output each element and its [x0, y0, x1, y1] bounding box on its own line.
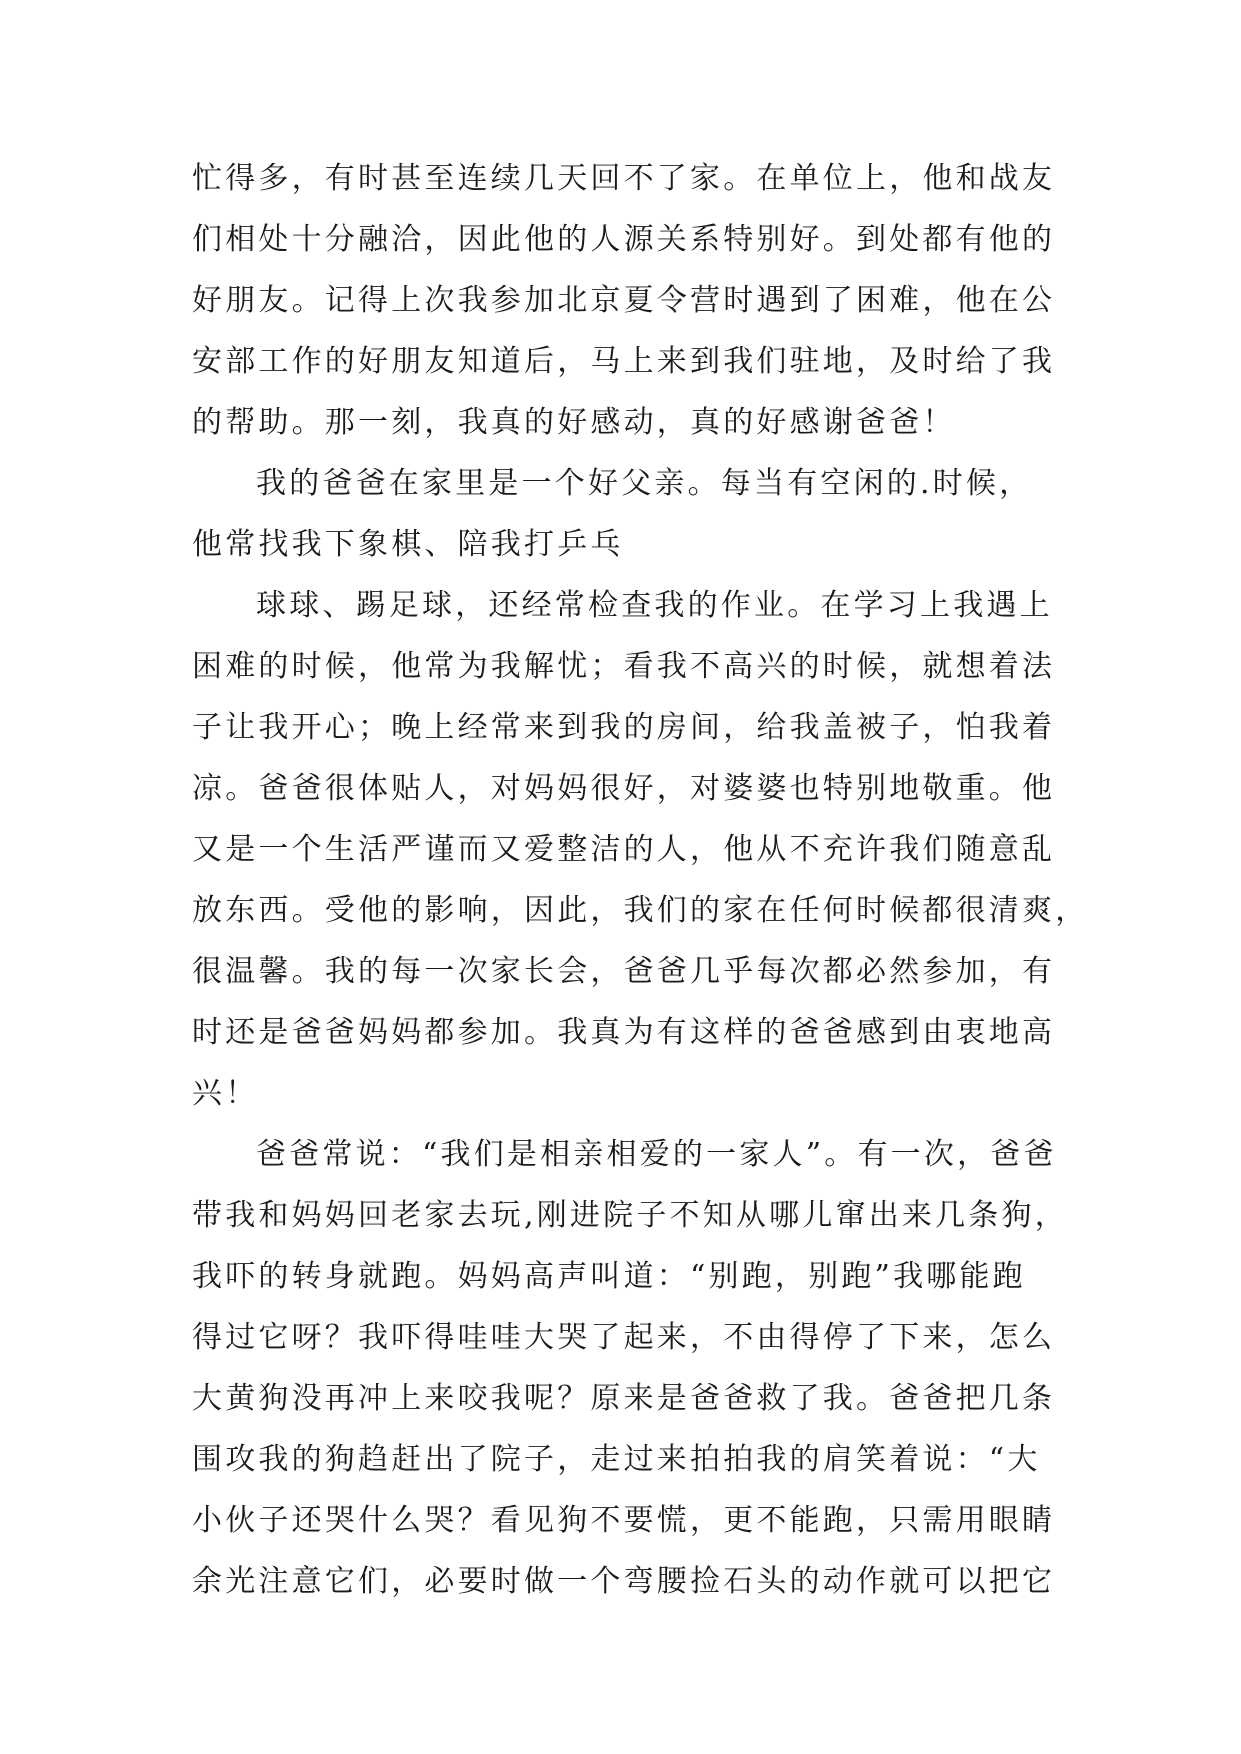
- text-line: 很温馨。我的每一次家长会，爸爸几乎每次都必然参加，有: [192, 954, 1056, 989]
- text-line: 又是一个生活严谨而又爱整洁的人，他从不充许我们随意乱: [192, 832, 1056, 867]
- text-line: 安部工作的好朋友知道后，马上来到我们驻地，及时给了我: [192, 344, 1056, 379]
- text-line: 爸爸常说：“我们是相亲相爱的一家人”。有一次，爸爸: [256, 1137, 1057, 1172]
- text-line: 的帮助。那一刻，我真的好感动，真的好感谢爸爸！: [192, 405, 956, 440]
- text-line: 兴！: [192, 1076, 259, 1111]
- text-line: 他常找我下象棋、陪我打乒乓: [192, 527, 624, 562]
- text-line: 得过它呀？我吓得哇哇大哭了起来，不由得停了下来，怎么: [192, 1320, 1056, 1355]
- text-line: 大黄狗没再冲上来咬我呢？原来是爸爸救了我。爸爸把几条: [192, 1381, 1056, 1416]
- text-line: 好朋友。记得上次我参加北京夏令营时遇到了困难，他在公: [192, 283, 1056, 318]
- text-line: 放东西。受他的影响，因此，我们的家在任何时候都很清爽，: [192, 893, 1089, 928]
- text-line: 们相处十分融洽，因此他的人源关系特别好。到处都有他的: [192, 222, 1056, 257]
- text-line: 时还是爸爸妈妈都参加。我真为有这样的爸爸感到由衷地高: [192, 1015, 1056, 1050]
- text-line: 小伙子还哭什么哭？看见狗不要慌，更不能跑，只需用眼睛: [192, 1503, 1056, 1538]
- text-line: 子让我开心；晚上经常来到我的房间，给我盖被子，怕我着: [192, 710, 1056, 745]
- text-line: 围攻我的狗趋赶出了院子，走过来拍拍我的肩笑着说：“大: [192, 1442, 1041, 1477]
- document-page: [192, 148, 1089, 1612]
- text-line: 球球、踢足球，还经常检查我的作业。在学习上我遇上: [256, 588, 1053, 623]
- text-line: 我吓的转身就跑。妈妈高声叫道：“别跑，别跑”我哪能跑: [192, 1259, 1026, 1294]
- text-line: 余光注意它们，必要时做一个弯腰捡石头的动作就可以把它: [192, 1564, 1056, 1599]
- text-line: 忙得多，有时甚至连续几天回不了家。在单位上，他和战友: [192, 161, 1056, 196]
- text-line: 我的爸爸在家里是一个好父亲。每当有空闲的.时候，: [256, 466, 1033, 501]
- text-line: 困难的时候，他常为我解忧；看我不高兴的时候，就想着法: [192, 649, 1056, 684]
- text-line: 带我和妈妈回老家去玩,刚进院子不知从哪儿窜出来几条狗，: [192, 1198, 1068, 1233]
- text-line: 凉。爸爸很体贴人，对妈妈很好，对婆婆也特别地敬重。他: [192, 771, 1056, 806]
